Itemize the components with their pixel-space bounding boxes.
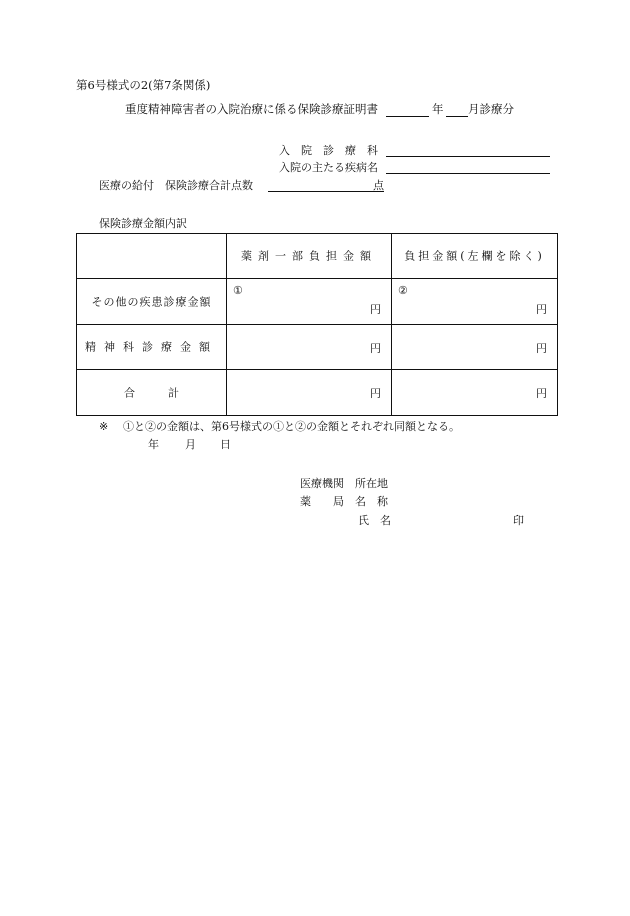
header-cell-copay bbox=[392, 234, 558, 279]
amount-cell[interactable] bbox=[227, 325, 392, 370]
month-label: 月診療分 bbox=[468, 102, 514, 116]
breakdown-table bbox=[76, 233, 558, 416]
yen-unit: 円 bbox=[370, 342, 381, 355]
table-header-row bbox=[77, 234, 558, 279]
row-label: 合 計 bbox=[124, 386, 179, 399]
yen-unit: 円 bbox=[536, 342, 547, 355]
table-row bbox=[77, 279, 558, 325]
year-blank[interactable] bbox=[386, 116, 429, 117]
marker-1: ① bbox=[233, 284, 243, 297]
issuer-location-label: 医療機関 所在地 bbox=[300, 477, 388, 490]
header-drug-copay-label: 薬剤一部負担金額 bbox=[241, 249, 377, 263]
row-label-cell bbox=[77, 370, 227, 416]
row-label: 精神科診療金額 bbox=[85, 340, 218, 354]
row-label: その他の疾患診療金額 bbox=[91, 295, 212, 308]
row-label-cell bbox=[77, 325, 227, 370]
date-year: 年 bbox=[148, 438, 159, 451]
note-text: ①と②の金額は、第6号様式の①と②の金額とそれぞれ同額となる。 bbox=[123, 420, 460, 433]
note-mark: ※ bbox=[99, 420, 109, 433]
department-field[interactable] bbox=[386, 156, 550, 157]
seal-mark: 印 bbox=[513, 514, 524, 527]
disease-field[interactable] bbox=[386, 173, 550, 174]
row-label-cell bbox=[77, 279, 227, 325]
amount-cell[interactable] bbox=[392, 325, 558, 370]
amount-cell[interactable] bbox=[392, 279, 558, 325]
header-cell-drug-copay bbox=[227, 234, 392, 279]
issuer-person-label: 氏 名 bbox=[358, 514, 391, 527]
department-label: 入 院 診 療 科 bbox=[279, 144, 378, 157]
date-month: 月 bbox=[185, 438, 196, 451]
table-row bbox=[77, 325, 558, 370]
marker-2: ② bbox=[398, 284, 408, 297]
points-field[interactable] bbox=[268, 191, 384, 192]
header-copay-label: 負担金額(左欄を除く) bbox=[404, 249, 545, 263]
amount-cell[interactable] bbox=[227, 370, 392, 416]
issuer-name-label: 薬 局 名 称 bbox=[300, 495, 388, 508]
yen-unit: 円 bbox=[536, 303, 547, 316]
disease-label: 入院の主たる疾病名 bbox=[279, 161, 378, 174]
month-blank[interactable] bbox=[446, 116, 468, 117]
date-day: 日 bbox=[220, 438, 231, 451]
form-title: 重度精神障害者の入院治療に係る保険診療証明書 bbox=[125, 102, 378, 116]
year-label: 年 bbox=[432, 102, 444, 116]
yen-unit: 円 bbox=[370, 387, 381, 400]
amount-cell[interactable] bbox=[392, 370, 558, 416]
breakdown-heading: 保険診療金額内訳 bbox=[99, 217, 187, 230]
amount-cell[interactable] bbox=[227, 279, 392, 325]
form-number: 第6号様式の2(第7条関係) bbox=[76, 78, 211, 92]
yen-unit: 円 bbox=[370, 303, 381, 316]
table-row bbox=[77, 370, 558, 416]
points-unit: 点 bbox=[373, 179, 384, 192]
header-empty-cell bbox=[77, 234, 227, 279]
medical-benefit-label: 医療の給付 保険診療合計点数 bbox=[99, 179, 253, 192]
yen-unit: 円 bbox=[536, 387, 547, 400]
